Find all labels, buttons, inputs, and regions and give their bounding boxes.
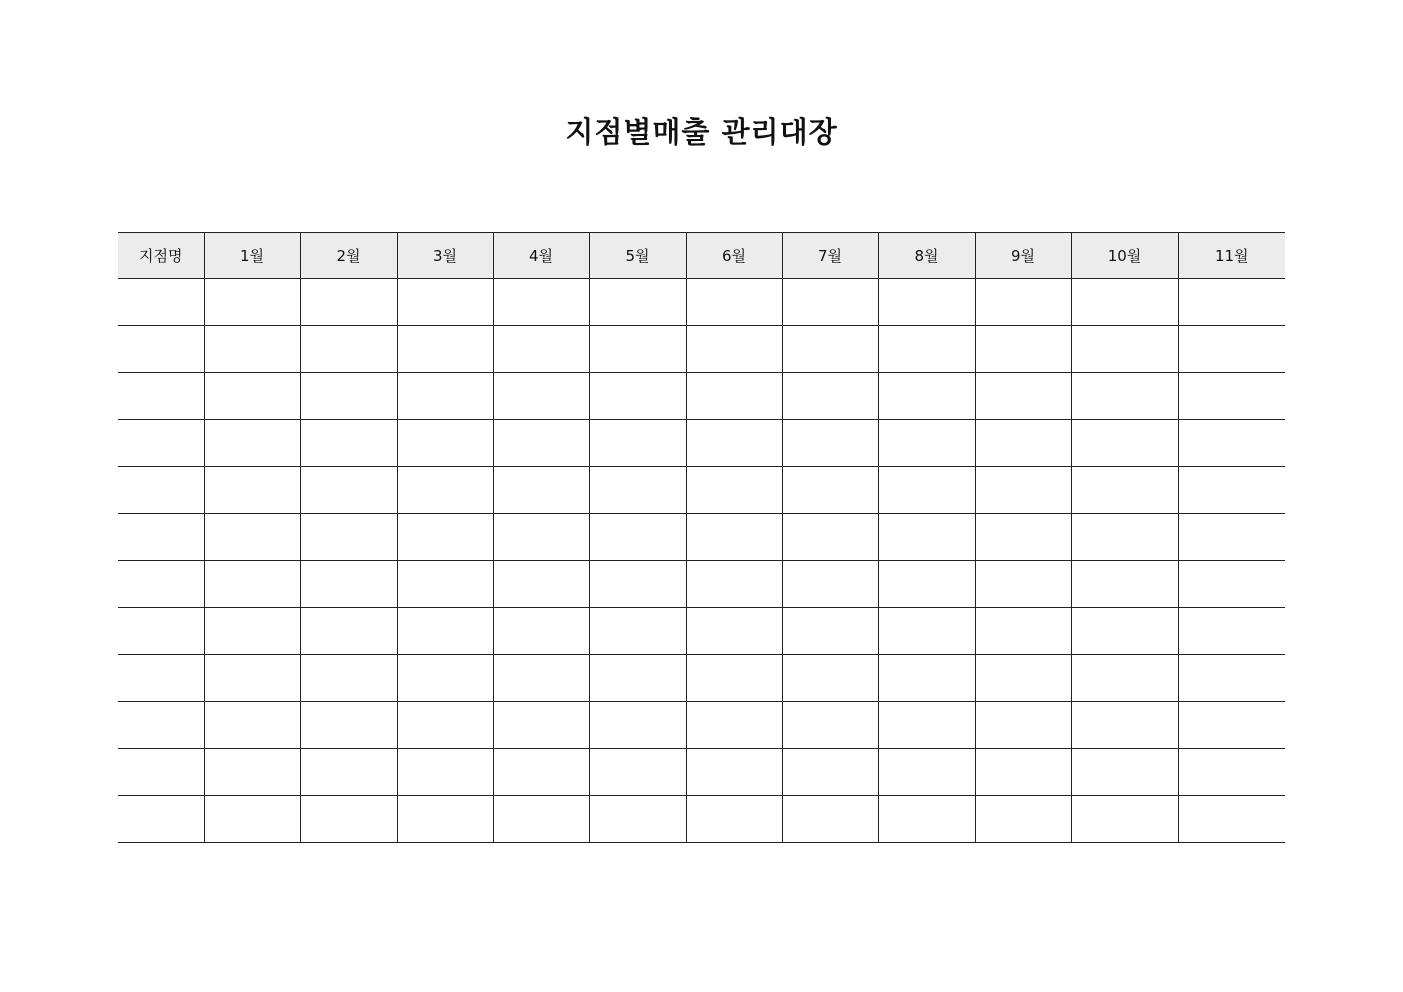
- sales-cell[interactable]: [782, 655, 878, 702]
- sales-cell[interactable]: [204, 373, 300, 420]
- sales-cell[interactable]: [397, 608, 493, 655]
- sales-cell[interactable]: [1178, 702, 1285, 749]
- sales-cell[interactable]: [300, 561, 397, 608]
- sales-cell[interactable]: [204, 467, 300, 514]
- sales-cell[interactable]: [397, 326, 493, 373]
- sales-cell[interactable]: [493, 467, 589, 514]
- sales-cell[interactable]: [204, 561, 300, 608]
- sales-cell[interactable]: [589, 702, 686, 749]
- sales-cell[interactable]: [1071, 608, 1178, 655]
- branch-name-cell[interactable]: [118, 326, 204, 373]
- sales-cell[interactable]: [1178, 467, 1285, 514]
- sales-cell[interactable]: [878, 514, 975, 561]
- table-row: [118, 796, 1285, 843]
- table-body: [118, 279, 1285, 843]
- sales-cell[interactable]: [686, 420, 782, 467]
- sales-cell[interactable]: [1071, 561, 1178, 608]
- sales-cell[interactable]: [782, 561, 878, 608]
- sales-cell[interactable]: [782, 467, 878, 514]
- sales-cell[interactable]: [397, 561, 493, 608]
- branch-name-cell[interactable]: [118, 279, 204, 326]
- sales-cell[interactable]: [204, 279, 300, 326]
- sales-cell[interactable]: [204, 796, 300, 843]
- sales-cell[interactable]: [589, 655, 686, 702]
- sales-cell[interactable]: [1071, 467, 1178, 514]
- sales-cell[interactable]: [975, 373, 1071, 420]
- table-row: [118, 373, 1285, 420]
- table-row: [118, 608, 1285, 655]
- sales-cell[interactable]: [1178, 561, 1285, 608]
- column-header-month-2: 2월: [300, 233, 397, 279]
- sales-cell[interactable]: [493, 561, 589, 608]
- sales-cell[interactable]: [782, 420, 878, 467]
- sales-cell[interactable]: [878, 279, 975, 326]
- sales-cell[interactable]: [300, 420, 397, 467]
- sales-cell[interactable]: [782, 702, 878, 749]
- branch-name-cell[interactable]: [118, 373, 204, 420]
- sales-cell[interactable]: [493, 702, 589, 749]
- sales-cell[interactable]: [975, 514, 1071, 561]
- sales-cell[interactable]: [686, 608, 782, 655]
- column-header-month-1: 1월: [204, 233, 300, 279]
- column-header-month-6: 6월: [686, 233, 782, 279]
- sales-cell[interactable]: [1178, 420, 1285, 467]
- sales-cell[interactable]: [878, 702, 975, 749]
- sales-cell[interactable]: [204, 608, 300, 655]
- sales-cell[interactable]: [300, 514, 397, 561]
- table-row: [118, 702, 1285, 749]
- sales-cell[interactable]: [589, 561, 686, 608]
- sales-cell[interactable]: [300, 655, 397, 702]
- sales-cell[interactable]: [300, 796, 397, 843]
- sales-cell[interactable]: [1178, 514, 1285, 561]
- sales-cell[interactable]: [397, 796, 493, 843]
- sales-cell[interactable]: [493, 373, 589, 420]
- sales-cell[interactable]: [1178, 749, 1285, 796]
- branch-name-cell[interactable]: [118, 796, 204, 843]
- table-row: [118, 420, 1285, 467]
- table-row: [118, 749, 1285, 796]
- sales-cell[interactable]: [589, 420, 686, 467]
- column-header-month-8: 8월: [878, 233, 975, 279]
- sales-cell[interactable]: [878, 420, 975, 467]
- table-row: [118, 561, 1285, 608]
- sales-cell[interactable]: [1071, 796, 1178, 843]
- column-header-month-9: 9월: [975, 233, 1071, 279]
- sales-cell[interactable]: [975, 749, 1071, 796]
- sales-cell[interactable]: [397, 420, 493, 467]
- sales-cell[interactable]: [397, 279, 493, 326]
- sales-cell[interactable]: [589, 514, 686, 561]
- table-row: [118, 467, 1285, 514]
- branch-name-cell[interactable]: [118, 467, 204, 514]
- sales-cell[interactable]: [878, 467, 975, 514]
- branch-name-cell[interactable]: [118, 561, 204, 608]
- sales-cell[interactable]: [397, 702, 493, 749]
- sales-cell[interactable]: [782, 749, 878, 796]
- sales-cell[interactable]: [493, 420, 589, 467]
- sales-cell[interactable]: [397, 373, 493, 420]
- sales-cell[interactable]: [1178, 796, 1285, 843]
- sales-cell[interactable]: [1071, 279, 1178, 326]
- sales-cell[interactable]: [782, 608, 878, 655]
- sales-cell[interactable]: [878, 326, 975, 373]
- table-row: [118, 514, 1285, 561]
- branch-name-cell[interactable]: [118, 702, 204, 749]
- sales-cell[interactable]: [204, 420, 300, 467]
- column-header-month-11: 11월: [1178, 233, 1285, 279]
- sales-cell[interactable]: [975, 326, 1071, 373]
- sales-cell[interactable]: [686, 279, 782, 326]
- sales-cell[interactable]: [589, 467, 686, 514]
- sales-cell[interactable]: [878, 373, 975, 420]
- sales-cell[interactable]: [1071, 655, 1178, 702]
- sales-cell[interactable]: [300, 467, 397, 514]
- sales-cell[interactable]: [204, 749, 300, 796]
- branch-name-cell[interactable]: [118, 514, 204, 561]
- sales-cell[interactable]: [589, 749, 686, 796]
- sales-cell[interactable]: [782, 796, 878, 843]
- sales-cell[interactable]: [300, 279, 397, 326]
- branch-name-cell[interactable]: [118, 608, 204, 655]
- sales-cell[interactable]: [300, 702, 397, 749]
- sales-cell[interactable]: [300, 373, 397, 420]
- sales-cell[interactable]: [493, 749, 589, 796]
- sales-cell[interactable]: [1071, 514, 1178, 561]
- sales-cell[interactable]: [975, 702, 1071, 749]
- sales-cell[interactable]: [878, 749, 975, 796]
- table-row: [118, 326, 1285, 373]
- sales-cell[interactable]: [782, 514, 878, 561]
- branch-name-cell[interactable]: [118, 749, 204, 796]
- sales-cell[interactable]: [686, 326, 782, 373]
- sales-cell[interactable]: [493, 796, 589, 843]
- sales-cell[interactable]: [975, 796, 1071, 843]
- sales-ledger-table: [118, 232, 1285, 843]
- sales-cell[interactable]: [975, 608, 1071, 655]
- sales-cell[interactable]: [397, 749, 493, 796]
- sales-cell[interactable]: [1071, 326, 1178, 373]
- sales-cell[interactable]: [1071, 420, 1178, 467]
- sales-cell[interactable]: [493, 655, 589, 702]
- sales-cell[interactable]: [686, 655, 782, 702]
- sales-cell[interactable]: [1178, 373, 1285, 420]
- sales-cell[interactable]: [1178, 279, 1285, 326]
- sales-cell[interactable]: [975, 279, 1071, 326]
- table-row: [118, 655, 1285, 702]
- sales-cell[interactable]: [686, 514, 782, 561]
- column-header-month-5: 5월: [589, 233, 686, 279]
- sales-cell[interactable]: [204, 514, 300, 561]
- sales-cell[interactable]: [589, 326, 686, 373]
- sales-cell[interactable]: [686, 796, 782, 843]
- sales-cell[interactable]: [1178, 326, 1285, 373]
- table-row: [118, 279, 1285, 326]
- sales-cell[interactable]: [782, 279, 878, 326]
- column-header-month-10: 10월: [1071, 233, 1178, 279]
- column-header-month-7: 7월: [782, 233, 878, 279]
- sales-cell[interactable]: [300, 608, 397, 655]
- branch-name-cell[interactable]: [118, 420, 204, 467]
- sales-cell[interactable]: [782, 326, 878, 373]
- sales-cell[interactable]: [493, 514, 589, 561]
- sales-cell[interactable]: [975, 655, 1071, 702]
- sales-cell[interactable]: [878, 608, 975, 655]
- column-header-branch-name: 지점명: [118, 233, 204, 279]
- sales-cell[interactable]: [493, 279, 589, 326]
- sales-cell[interactable]: [204, 655, 300, 702]
- sales-cell[interactable]: [878, 655, 975, 702]
- sales-cell[interactable]: [397, 514, 493, 561]
- sales-cell[interactable]: [975, 420, 1071, 467]
- sales-cell[interactable]: [1071, 702, 1178, 749]
- sales-cell[interactable]: [589, 279, 686, 326]
- header-row: [118, 233, 1285, 279]
- sales-cell[interactable]: [589, 796, 686, 843]
- sales-cell[interactable]: [589, 373, 686, 420]
- column-header-month-3: 3월: [397, 233, 493, 279]
- sales-cell[interactable]: [204, 702, 300, 749]
- sales-cell[interactable]: [1071, 749, 1178, 796]
- document-title: 지점별매출 관리대장: [565, 115, 838, 149]
- sales-cell[interactable]: [975, 467, 1071, 514]
- sales-cell[interactable]: [300, 749, 397, 796]
- branch-name-cell[interactable]: [118, 655, 204, 702]
- sales-cell[interactable]: [686, 702, 782, 749]
- sales-cell[interactable]: [589, 608, 686, 655]
- sales-cell[interactable]: [300, 326, 397, 373]
- sales-cell[interactable]: [878, 796, 975, 843]
- sales-cell[interactable]: [397, 467, 493, 514]
- sales-cell[interactable]: [1071, 373, 1178, 420]
- sales-cell[interactable]: [1178, 608, 1285, 655]
- sales-cell[interactable]: [686, 561, 782, 608]
- sales-cell[interactable]: [493, 608, 589, 655]
- sales-cell[interactable]: [878, 561, 975, 608]
- sales-cell[interactable]: [686, 749, 782, 796]
- sales-cell[interactable]: [782, 373, 878, 420]
- sales-cell[interactable]: [204, 326, 300, 373]
- sales-cell[interactable]: [1178, 655, 1285, 702]
- column-header-month-4: 4월: [493, 233, 589, 279]
- sales-cell[interactable]: [493, 326, 589, 373]
- sales-cell[interactable]: [686, 373, 782, 420]
- sales-cell[interactable]: [686, 467, 782, 514]
- sales-cell[interactable]: [397, 655, 493, 702]
- sales-cell[interactable]: [975, 561, 1071, 608]
